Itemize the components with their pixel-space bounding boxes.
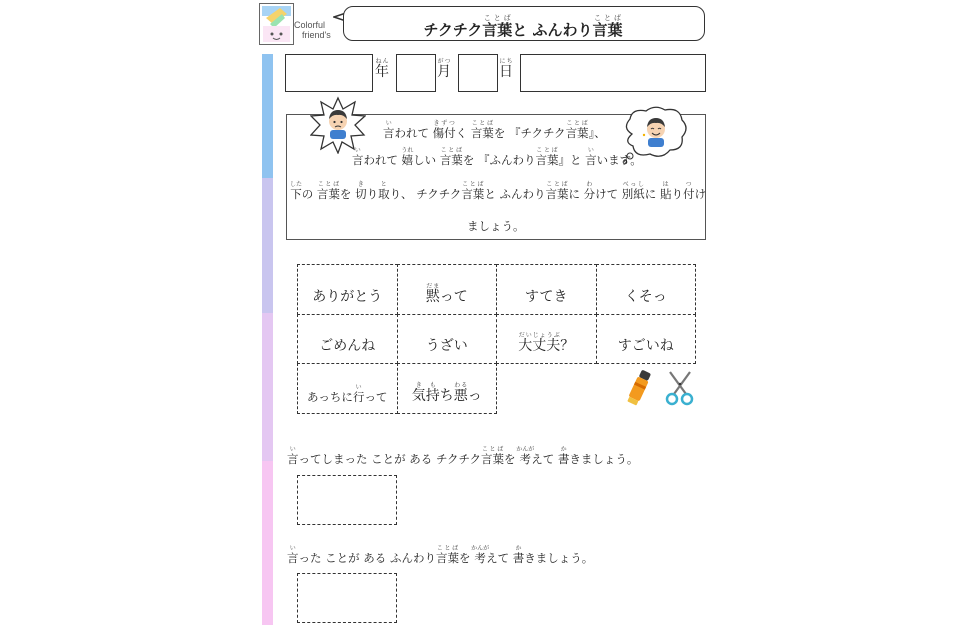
ruby-word: 言葉ことば — [435, 545, 459, 565]
word-card[interactable]: うざい — [397, 314, 498, 365]
word-card[interactable]: 黙だま って — [397, 264, 498, 315]
glue-stick-icon — [624, 368, 654, 408]
answer-box-1[interactable] — [297, 475, 397, 525]
logo-text — [294, 20, 331, 40]
ruby-word: 分わ — [583, 181, 596, 201]
day-field[interactable] — [458, 54, 498, 92]
ruby-word: 言い — [585, 147, 597, 167]
word-card[interactable]: ありがとう — [297, 264, 398, 315]
ruby-word: 嬉うれ — [401, 147, 414, 167]
word-card[interactable]: すごいね — [596, 314, 697, 365]
color-strip-pink — [262, 461, 273, 625]
color-strip-blue — [262, 54, 273, 178]
answer-box-2[interactable] — [297, 573, 397, 623]
ruby-word: 取と — [378, 181, 390, 201]
logo-icon — [259, 3, 294, 45]
ruby-word: 別紙べっし — [621, 181, 645, 201]
ruby-word: 書か — [557, 446, 570, 466]
ruby-word: 言葉ことば — [316, 181, 340, 201]
ruby-word: 言葉ことば — [535, 147, 559, 167]
instruction-line-4: ましょう。 — [467, 219, 525, 233]
hurt-boy-icon — [310, 96, 366, 154]
ruby-word: 黙だま — [425, 282, 440, 305]
instruction-line-2: 言いわれて 嬉うれしい 言葉ことばを 『ふんわり言葉ことば』と 言いいます。 — [352, 147, 642, 167]
ruby-word: 持も — [425, 381, 440, 404]
color-strip-lavender — [262, 178, 273, 313]
ruby-word: 悪わる — [453, 381, 468, 404]
word-card[interactable]: 大丈夫だいじょうぶ ？ — [496, 314, 597, 365]
ruby-word: 考かんが — [471, 545, 490, 565]
ruby-word: 言葉ことば — [565, 120, 589, 140]
ruby-word: 言い — [352, 147, 364, 167]
ruby-word: 行い — [352, 383, 365, 404]
scissors-icon — [660, 368, 700, 408]
word-card[interactable]: 気き 持も ち 悪わる っ — [397, 363, 498, 414]
instruction-line-1: 言いわれて 傷付きずつく 言葉ことばを 『チクチク言葉ことば』、 — [383, 120, 606, 140]
word-card[interactable]: あっちに 行い って — [297, 363, 398, 414]
question-1: 言いってしまった ことが ある チクチク言葉ことばを 考かんがえて 書かきましょう。 — [287, 446, 639, 466]
ruby-word: 言葉ことば — [481, 446, 505, 466]
month-label: 月がつ — [437, 58, 451, 80]
logo-line1: Colorful — [294, 20, 326, 30]
ruby-word: 付つ — [682, 181, 695, 201]
year-label: 年ねん — [375, 58, 389, 80]
month-field[interactable] — [396, 54, 436, 92]
ruby-word: 言葉ことば — [545, 181, 569, 201]
ruby-word: 書か — [512, 545, 525, 565]
ruby-word: 言葉ことば — [461, 181, 485, 201]
page-title: チクチク言葉ことばと ふんわり言葉ことば — [423, 14, 623, 39]
ruby-word: 気き — [411, 381, 426, 404]
ruby-word: 言い — [287, 545, 299, 565]
logo-line2: friend's — [302, 30, 331, 40]
ruby-word: 言葉ことば — [470, 120, 494, 140]
instruction-line-3: 下したの 言葉ことばを 切きり取とり、 チクチク言葉ことばと ふんわり言葉ことばに 分わけて 別紙べっしに 貼はり付つけ — [290, 181, 706, 201]
ruby-word: 大丈夫だいじょうぶ — [518, 332, 561, 354]
year-field[interactable] — [285, 54, 373, 92]
ruby-word: 切き — [355, 181, 367, 201]
ruby-word: 言い — [287, 446, 299, 466]
ruby-word: 貼は — [659, 181, 672, 201]
question-2: 言いった ことが ある ふんわり言葉ことばを 考かんがえて 書かきましょう。 — [287, 545, 594, 565]
ruby-word: 傷付きずつ — [432, 120, 456, 140]
name-field[interactable] — [520, 54, 706, 92]
day-label: 日にち — [499, 58, 513, 80]
word-card[interactable]: すてき — [496, 264, 597, 315]
word-card[interactable]: ごめんね — [297, 314, 398, 365]
ruby-word: 言葉ことば — [439, 147, 463, 167]
word-card[interactable]: くそっ — [596, 264, 697, 315]
ruby-word: 言い — [383, 120, 395, 140]
ruby-word: 下した — [290, 181, 303, 201]
ruby-word: 考かんが — [516, 446, 535, 466]
color-strip-purple — [262, 313, 273, 461]
